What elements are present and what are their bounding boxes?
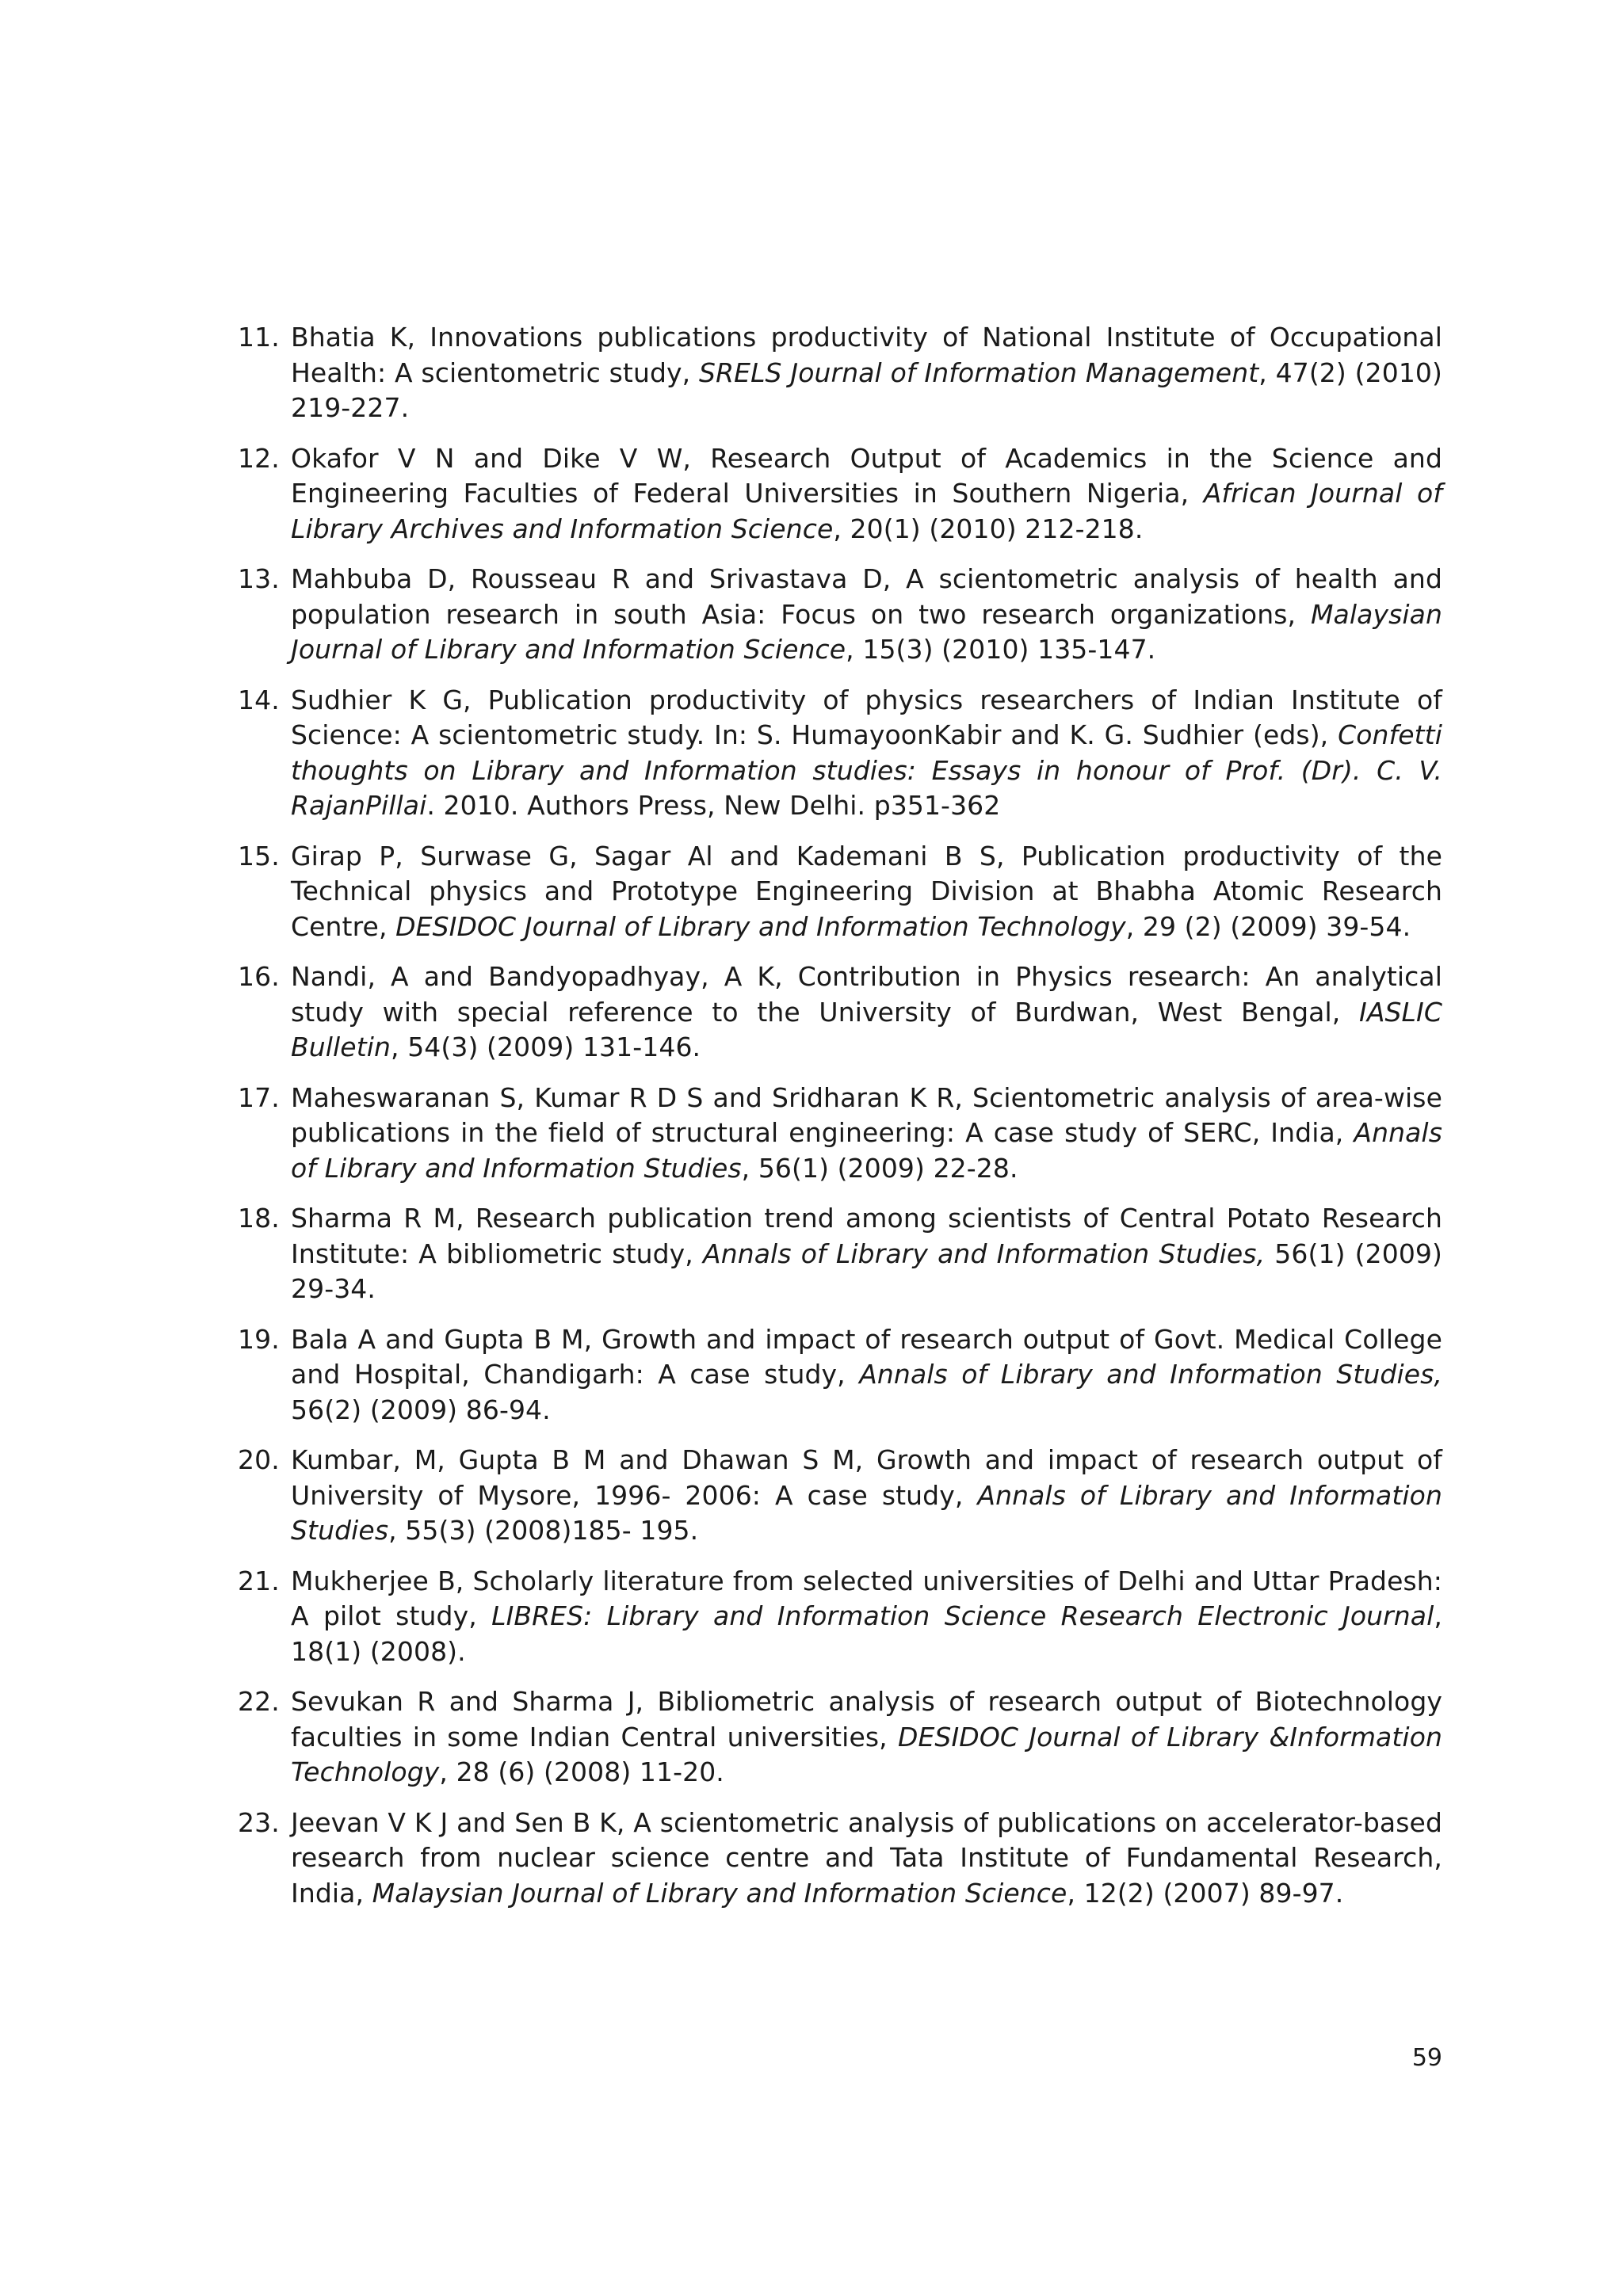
reference-text-segment: Bala A and Gupta B M, Growth and impact of research output of Govt. Medical College and Hospital, Chandigarh: A case study,: [291, 1323, 1442, 1390]
reference-number: 17.: [238, 1081, 280, 1113]
reference-text-segment: , 29 (2) (2009) 39-54.: [1125, 910, 1411, 942]
reference-number: 21.: [238, 1565, 280, 1596]
reference-text-segment: Girap P, Surwase G, Sagar Al and Kademani B S, Publication productivity of the Technical physics and Prototype Engineering Division at Bhabha Atomic Research Centre,: [291, 840, 1442, 942]
reference-item: [238, 1081, 1442, 1187]
reference-journal-title: Confetti thoughts on Library and Information studies: Essays in honour of Prof. (Dr). C. V. RajanPillai: [291, 719, 1442, 821]
reference-text: [291, 1081, 1442, 1187]
reference-number: 23.: [238, 1806, 280, 1838]
reference-text-segment: . 2010. Authors Press, New Delhi. p351-362: [426, 790, 1001, 821]
reference-journal-title: Annals of Library and Information Studies,: [859, 1359, 1443, 1390]
reference-text-segment: Maheswaranan S, Kumar R D S and Sridharan K R, Scientometric analysis of area-wise publications in the field of structural engineering: A case study of SERC, India,: [291, 1081, 1442, 1148]
reference-text-segment: Nandi, A and Bandyopadhyay, A K, Contribution in Physics research: An analytical study with special reference to the University of Burdwan, West Bengal,: [291, 961, 1442, 1028]
reference-item: [238, 683, 1442, 824]
reference-number: 14.: [238, 684, 280, 715]
reference-text: [291, 441, 1442, 547]
reference-text-segment: Sevukan R and Sharma J, Bibliometric analysis of research output of Biotechnology faculties in some Indian Central universities,: [291, 1686, 1442, 1753]
reference-number: 13.: [238, 563, 280, 594]
reference-number: 22.: [238, 1686, 280, 1717]
reference-text: [291, 1684, 1442, 1791]
reference-item: [238, 1806, 1442, 1912]
reference-text-segment: , 55(3) (2008)185- 195.: [388, 1515, 699, 1546]
reference-text: [291, 320, 1442, 426]
reference-number: 18.: [238, 1203, 280, 1234]
reference-text-segment: Sudhier K G, Publication productivity of physics researchers of Indian Institute of Science: A scientometric study. In: S. HumayoonKabir and K. G. Sudhier (eds),: [291, 684, 1442, 750]
reference-text-segment: Jeevan V K J and Sen B K, A scientometric analysis of publications on accelerator-based research from nuclear science centre and Tata Institute of Fundamental Research, India,: [291, 1806, 1442, 1909]
reference-journal-title: Malaysian Journal of Library and Information Science: [372, 1877, 1067, 1909]
reference-text: [291, 959, 1442, 1066]
reference-text-segment: , 15(3) (2010) 135-147.: [846, 634, 1156, 665]
reference-text-segment: Mukherjee B, Scholarly literature from selected universities of Delhi and Uttar Pradesh: A pilot study,: [291, 1565, 1442, 1631]
reference-text: [291, 562, 1442, 668]
reference-journal-title: Annals of Library and Information Studies,: [703, 1238, 1266, 1269]
reference-text: [291, 1806, 1442, 1912]
reference-text: [291, 683, 1442, 824]
reference-text-segment: , 28 (6) (2008) 11-20.: [439, 1756, 724, 1787]
reference-journal-title: Malaysian Journal of Library and Information Science: [291, 598, 1442, 665]
reference-journal-title: Annals of Library and Information Studies: [291, 1117, 1442, 1184]
reference-journal-title: IASLIC Bulletin: [291, 996, 1442, 1062]
reference-text: [291, 1201, 1442, 1307]
reference-text: [291, 1564, 1442, 1670]
reference-text-segment: 56(2) (2009) 86-94.: [291, 1394, 551, 1425]
reference-text-segment: , 47(2) (2010) 219-227.: [291, 357, 1442, 423]
reference-item: [238, 959, 1442, 1066]
page-number: 59: [1411, 2044, 1442, 2072]
reference-journal-title: Annals of Library and Information Studies: [291, 1479, 1442, 1546]
reference-text-segment: Bhatia K, Innovations publications productivity of National Institute of Occupational Health: A scientometric study,: [291, 322, 1442, 388]
reference-text: [291, 1443, 1442, 1549]
reference-journal-title: DESIDOC Journal of Library &Information Technology: [291, 1721, 1442, 1787]
reference-text: [291, 839, 1442, 945]
reference-number: 19.: [238, 1323, 280, 1355]
reference-number: 11.: [238, 322, 280, 353]
reference-text-segment: 56(1) (2009) 29-34.: [291, 1238, 1443, 1304]
reference-item: [238, 1564, 1442, 1670]
reference-text-segment: Sharma R M, Research publication trend among scientists of Central Potato Research Institute: A bibliometric study,: [291, 1203, 1442, 1269]
reference-text-segment: , 12(2) (2007) 89-97.: [1067, 1877, 1344, 1909]
reference-item: [238, 441, 1442, 547]
reference-text-segment: , 18(1) (2008).: [291, 1600, 1442, 1667]
reference-list: [238, 320, 1442, 1926]
reference-journal-title: LIBRES: Library and Information Science Research Electronic Journal: [491, 1600, 1434, 1631]
reference-journal-title: DESIDOC Journal of Library and Information Technology: [395, 910, 1126, 942]
reference-item: [238, 320, 1442, 426]
reference-journal-title: African Journal of Library Archives and Information Science: [291, 478, 1442, 544]
reference-text-segment: Mahbuba D, Rousseau R and Srivastava D, A scientometric analysis of health and population research in south Asia: Focus on two research organizations,: [291, 563, 1442, 630]
reference-item: [238, 839, 1442, 945]
reference-text-segment: , 56(1) (2009) 22-28.: [741, 1152, 1018, 1184]
reference-item: [238, 562, 1442, 668]
reference-number: 20.: [238, 1444, 280, 1475]
reference-number: 16.: [238, 961, 280, 992]
reference-journal-title: SRELS Journal of Information Management: [699, 357, 1259, 388]
reference-text-segment: , 54(3) (2009) 131-146.: [391, 1032, 701, 1062]
reference-number: 15.: [238, 840, 280, 871]
reference-item: [238, 1201, 1442, 1307]
reference-text-segment: , 20(1) (2010) 212-218.: [833, 513, 1144, 544]
reference-item: [238, 1684, 1442, 1791]
reference-item: [238, 1322, 1442, 1428]
reference-number: 12.: [238, 442, 280, 474]
reference-text-segment: Kumbar, M, Gupta B M and Dhawan S M, Growth and impact of research output of University of Mysore, 1996- 2006: A case study,: [291, 1444, 1442, 1511]
reference-text-segment: Okafor V N and Dike V W, Research Output of Academics in the Science and Engineering Faculties of Federal Universities in Southern Nigeria,: [291, 442, 1442, 509]
reference-text: [291, 1322, 1442, 1428]
reference-item: [238, 1443, 1442, 1549]
